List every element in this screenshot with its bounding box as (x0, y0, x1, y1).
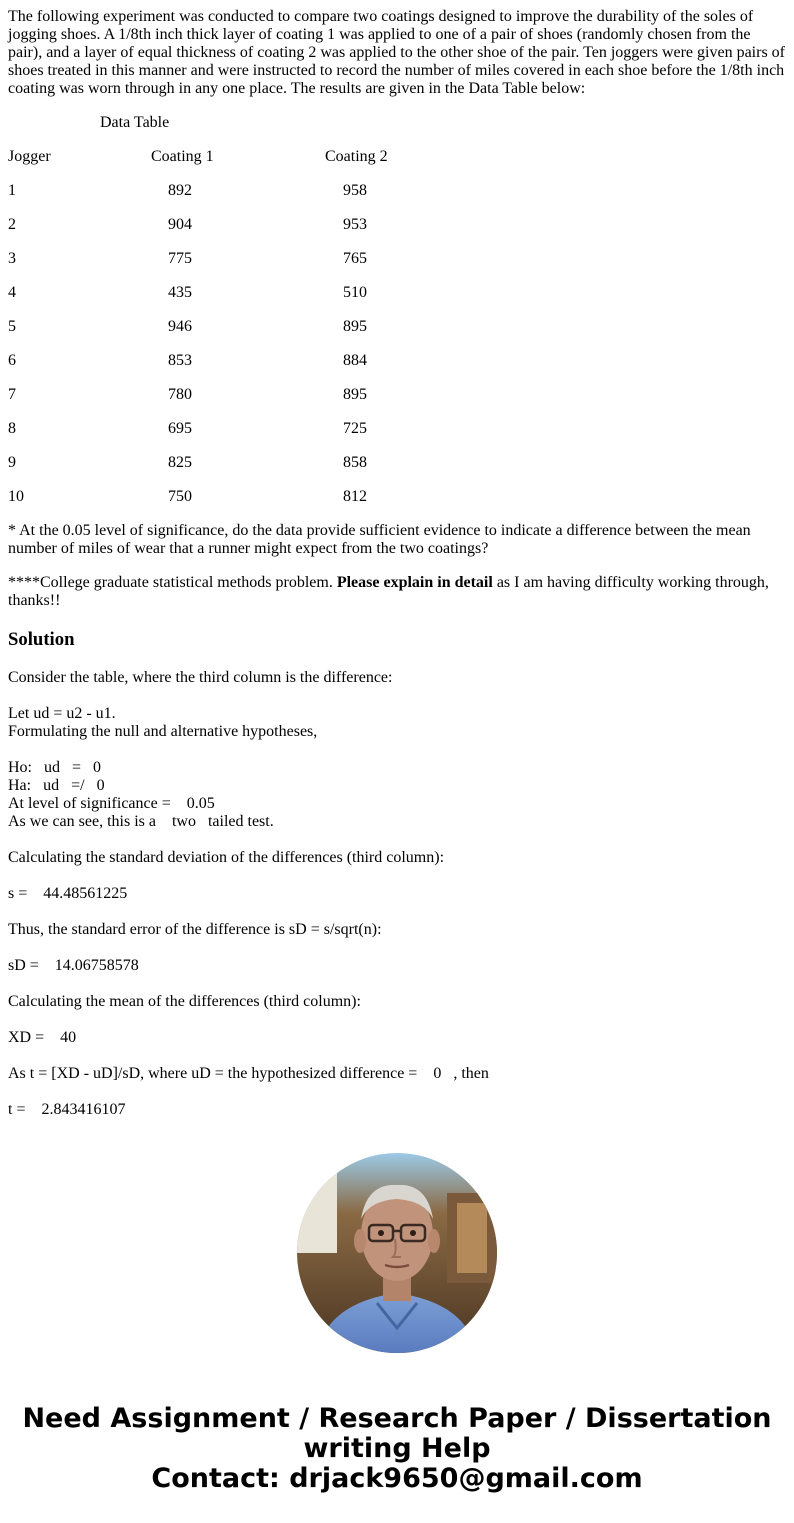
footer-line-2: writing Help (303, 1433, 491, 1464)
table-row (8, 454, 788, 472)
document-body (8, 8, 788, 1119)
table-row (8, 284, 788, 302)
coating-2-cell: 953 (343, 216, 367, 233)
solution-formulating: Formulating the null and alternative hypotheses, (8, 723, 318, 740)
solution-body (8, 669, 788, 1119)
std-dev-value: s = 44.48561225 (8, 885, 128, 902)
solution-calc-sd: Calculating the standard deviation of the differences (third column): (8, 849, 445, 866)
solution-let: Let ud = u2 - u1. (8, 705, 116, 722)
jogger-cell: 7 (8, 386, 16, 403)
hypothesis-alt: Ha: ud =/ 0 (8, 777, 105, 794)
coating-2-cell: 895 (343, 318, 367, 335)
coating-1-cell: 946 (168, 318, 192, 335)
table-row (8, 182, 788, 200)
avatar (297, 1153, 497, 1353)
coating-1-cell: 825 (168, 454, 192, 471)
jogger-cell: 9 (8, 454, 16, 471)
header-jogger: Jogger (8, 148, 51, 165)
solution-as-t: As t = [XD - uD]/sD, where uD = the hypothesized difference = 0 , then (8, 1065, 489, 1082)
coating-2-cell: 725 (343, 420, 367, 437)
header-coating-1: Coating 1 (151, 148, 214, 165)
coating-2-cell: 884 (343, 352, 367, 369)
table-header-row (8, 148, 788, 166)
solution-calc-mean: Calculating the mean of the differences (third column): (8, 993, 361, 1010)
jogger-cell: 5 (8, 318, 16, 335)
mean-diff-value: XD = 40 (8, 1029, 77, 1046)
footer-ad (0, 1404, 794, 1494)
coating-2-cell: 510 (343, 284, 367, 301)
coating-2-cell: 765 (343, 250, 367, 267)
footer-line-1: Need Assignment / Research Paper / Dissertation (22, 1403, 772, 1434)
tail-type: As we can see, this is a two tailed test. (8, 813, 274, 830)
coating-2-cell: 812 (343, 488, 367, 505)
coating-2-cell: 895 (343, 386, 367, 403)
data-table (8, 148, 788, 506)
solution-consider: Consider the table, where the third column is the difference: (8, 669, 393, 686)
coating-1-cell: 695 (168, 420, 192, 437)
jogger-cell: 4 (8, 284, 16, 301)
note-bold: Please explain in detail (336, 574, 493, 591)
question-intro: The following experiment was conducted to compare two coatings designed to improve the durability of the soles of jogging shoes. A 1/8th inch thick layer of coating 1 was applied to one of a pair of shoes (randomly chosen from the pair), and a layer of equal thickness of coating 2 was applied to the other shoe of the pair. Ten joggers were given pairs of shoes treated in this manner and were instructed to record the number of miles covered in each shoe before the 1/8th inch coating was worn through in any one place. The results are given in the Data Table below: (8, 8, 785, 97)
hypothesis-null: Ho: ud = 0 (8, 759, 102, 776)
jogger-cell: 6 (8, 352, 16, 369)
coating-1-cell: 853 (168, 352, 192, 369)
coating-2-cell: 958 (343, 182, 367, 199)
jogger-cell: 10 (8, 488, 24, 505)
header-coating-2: Coating 2 (325, 148, 388, 165)
note-suffix: as I am having difficulty working through, thanks!! (8, 574, 769, 609)
coating-1-cell: 904 (168, 216, 192, 233)
data-table-title: Data Table (100, 114, 170, 131)
table-row (8, 386, 788, 404)
table-row (8, 318, 788, 336)
jogger-cell: 3 (8, 250, 16, 267)
question-ask: * At the 0.05 level of significance, do the data provide sufficient evidence to indicate a difference between the mean number of miles of wear that a runner might expect from the two coatings? (8, 522, 751, 557)
table-row (8, 352, 788, 370)
question-note (8, 574, 788, 610)
table-row (8, 420, 788, 438)
note-prefix: ****College graduate statistical methods problem. (8, 574, 337, 591)
table-row (8, 250, 788, 268)
table-row (8, 488, 788, 506)
coating-1-cell: 780 (168, 386, 192, 403)
coating-1-cell: 775 (168, 250, 192, 267)
t-statistic-value: t = 2.843416107 (8, 1101, 126, 1118)
coating-1-cell: 435 (168, 284, 192, 301)
std-error-value: sD = 14.06758578 (8, 957, 139, 974)
coating-1-cell: 750 (168, 488, 192, 505)
coating-2-cell: 858 (343, 454, 367, 471)
jogger-cell: 1 (8, 182, 16, 199)
jogger-cell: 2 (8, 216, 16, 233)
footer-contact: Contact: drjack9650@gmail.com (151, 1463, 643, 1494)
table-row (8, 216, 788, 234)
solution-heading: Solution (8, 629, 75, 650)
solution-thus: Thus, the standard error of the difference is sD = s/sqrt(n): (8, 921, 382, 938)
jogger-cell: 8 (8, 420, 16, 437)
coating-1-cell: 892 (168, 182, 192, 199)
significance-level: At level of significance = 0.05 (8, 795, 215, 812)
